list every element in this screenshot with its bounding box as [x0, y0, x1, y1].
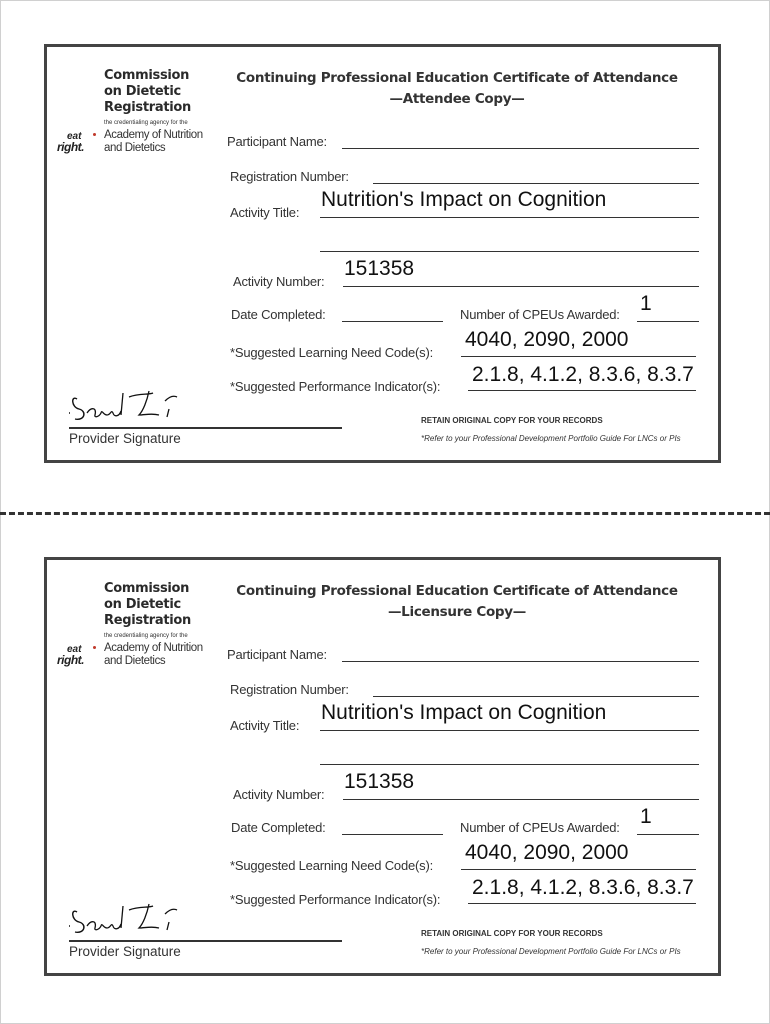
learning-need-field[interactable] — [461, 356, 696, 357]
registration-number-label: Registration Number: — [230, 682, 349, 697]
activity-number-label: Activity Number: — [233, 787, 325, 802]
academy-logo-text — [104, 129, 203, 155]
refer-footnote: *Refer to your Professional Development Portfolio Guide For LNCs or PIs — [421, 434, 681, 443]
title-line-2: —Licensure Copy— — [387, 604, 526, 620]
activity-title-field[interactable] — [320, 217, 699, 218]
performance-indicators-value: 2.1.8, 4.1.2, 8.3.6, 8.3.7 — [472, 876, 694, 899]
activity-title-label: Activity Title: — [230, 718, 300, 733]
logo-mark-top: eat — [67, 644, 82, 655]
activity-title-line-2 — [320, 745, 699, 765]
performance-indicators-row — [230, 363, 696, 394]
performance-indicators-field[interactable] — [468, 903, 696, 904]
cpeus-value: 1 — [640, 292, 652, 315]
registration-number-field[interactable] — [373, 696, 699, 697]
performance-indicators-value: 2.1.8, 4.1.2, 8.3.6, 8.3.7 — [472, 363, 694, 386]
activity-title-field-2[interactable] — [320, 251, 699, 252]
participant-name-field[interactable] — [342, 148, 699, 149]
activity-title-row — [230, 701, 699, 733]
cpeus-value: 1 — [640, 805, 652, 828]
cpeus-row — [460, 292, 699, 322]
activity-number-row — [233, 770, 699, 802]
activity-title-field-2[interactable] — [320, 764, 699, 765]
logo-mark-top: eat — [67, 131, 82, 142]
participant-name-field[interactable] — [342, 661, 699, 662]
refer-footnote: *Refer to your Professional Development Portfolio Guide For LNCs or PIs — [421, 947, 681, 956]
activity-title-value: Nutrition's Impact on Cognition — [321, 188, 607, 211]
signature-line — [69, 427, 342, 429]
certificate-title — [227, 68, 687, 110]
date-completed-row — [231, 815, 443, 835]
logo-line: Commission — [104, 581, 190, 596]
activity-number-field[interactable] — [343, 286, 699, 287]
academy-line: Academy of Nutrition — [104, 642, 203, 654]
cpeus-label: Number of CPEUs Awarded: — [460, 307, 620, 322]
registration-number-row — [230, 677, 699, 697]
eatright-logo-icon — [57, 644, 101, 668]
logo-mark-bottom: right. — [57, 140, 84, 154]
logo-dot-icon — [93, 133, 96, 136]
learning-need-row — [230, 328, 696, 360]
academy-line: Academy of Nutrition — [104, 129, 203, 141]
learning-need-row — [230, 841, 696, 873]
activity-number-value: 151358 — [344, 770, 415, 793]
cdr-logo-text — [104, 581, 234, 629]
activity-title-value: Nutrition's Impact on Cognition — [321, 701, 607, 724]
cpeus-row — [460, 805, 699, 835]
activity-number-field[interactable] — [343, 799, 699, 800]
date-completed-label: Date Completed: — [231, 307, 326, 322]
cdr-logo-text — [104, 68, 234, 116]
activity-number-label: Activity Number: — [233, 274, 325, 289]
logo-line: on Dietetic — [104, 84, 181, 99]
learning-need-label: *Suggested Learning Need Code(s): — [230, 858, 433, 873]
academy-line: and Dietetics — [104, 655, 166, 667]
title-line-2: —Attendee Copy— — [389, 91, 525, 107]
learning-need-label: *Suggested Learning Need Code(s): — [230, 345, 433, 360]
signature-line — [69, 940, 342, 942]
logo-line: Commission — [104, 68, 190, 83]
logo-line: Registration — [104, 613, 191, 628]
registration-number-row — [230, 164, 699, 184]
performance-indicators-label: *Suggested Performance Indicator(s): — [230, 379, 441, 394]
date-completed-field[interactable] — [342, 834, 443, 835]
participant-name-row — [227, 642, 699, 662]
date-completed-row — [231, 302, 443, 322]
learning-need-value: 4040, 2090, 2000 — [465, 328, 629, 351]
learning-need-value: 4040, 2090, 2000 — [465, 841, 629, 864]
activity-title-field[interactable] — [320, 730, 699, 731]
cpeus-field[interactable] — [637, 834, 699, 835]
academy-logo-text — [104, 642, 203, 668]
activity-number-value: 151358 — [344, 257, 415, 280]
logo-tagline: the credentialing agency for the — [104, 120, 188, 126]
date-completed-field[interactable] — [342, 321, 443, 322]
logo-tagline: the credentialing agency for the — [104, 633, 188, 639]
cpeus-label: Number of CPEUs Awarded: — [460, 820, 620, 835]
activity-title-line-2 — [320, 232, 699, 252]
handwritten-signature-icon — [69, 900, 199, 940]
cut-line-divider — [0, 512, 770, 515]
activity-title-row — [230, 188, 699, 220]
provider-signature-label: Provider Signature — [69, 944, 181, 959]
participant-name-label: Participant Name: — [227, 647, 327, 662]
title-line-1: Continuing Professional Education Certificate of Attendance — [236, 70, 678, 86]
performance-indicators-field[interactable] — [468, 390, 696, 391]
performance-indicators-label: *Suggested Performance Indicator(s): — [230, 892, 441, 907]
retain-notice: RETAIN ORIGINAL COPY FOR YOUR RECORDS — [421, 416, 603, 425]
performance-indicators-row — [230, 876, 696, 907]
retain-notice: RETAIN ORIGINAL COPY FOR YOUR RECORDS — [421, 929, 603, 938]
academy-line: and Dietetics — [104, 142, 166, 154]
certificate-title — [227, 581, 687, 623]
activity-title-label: Activity Title: — [230, 205, 300, 220]
logo-dot-icon — [93, 646, 96, 649]
date-completed-label: Date Completed: — [231, 820, 326, 835]
registration-number-field[interactable] — [373, 183, 699, 184]
logo-mark-bottom: right. — [57, 653, 84, 667]
logo-line: Registration — [104, 100, 191, 115]
eatright-logo-icon — [57, 131, 101, 155]
registration-number-label: Registration Number: — [230, 169, 349, 184]
certificate-licensure-copy — [44, 557, 721, 976]
cpeus-field[interactable] — [637, 321, 699, 322]
learning-need-field[interactable] — [461, 869, 696, 870]
title-line-1: Continuing Professional Education Certificate of Attendance — [236, 583, 678, 599]
handwritten-signature-icon — [69, 387, 199, 427]
participant-name-label: Participant Name: — [227, 134, 327, 149]
participant-name-row — [227, 129, 699, 149]
activity-number-row — [233, 257, 699, 289]
certificate-attendee-copy — [44, 44, 721, 463]
provider-signature-label: Provider Signature — [69, 431, 181, 446]
logo-line: on Dietetic — [104, 597, 181, 612]
